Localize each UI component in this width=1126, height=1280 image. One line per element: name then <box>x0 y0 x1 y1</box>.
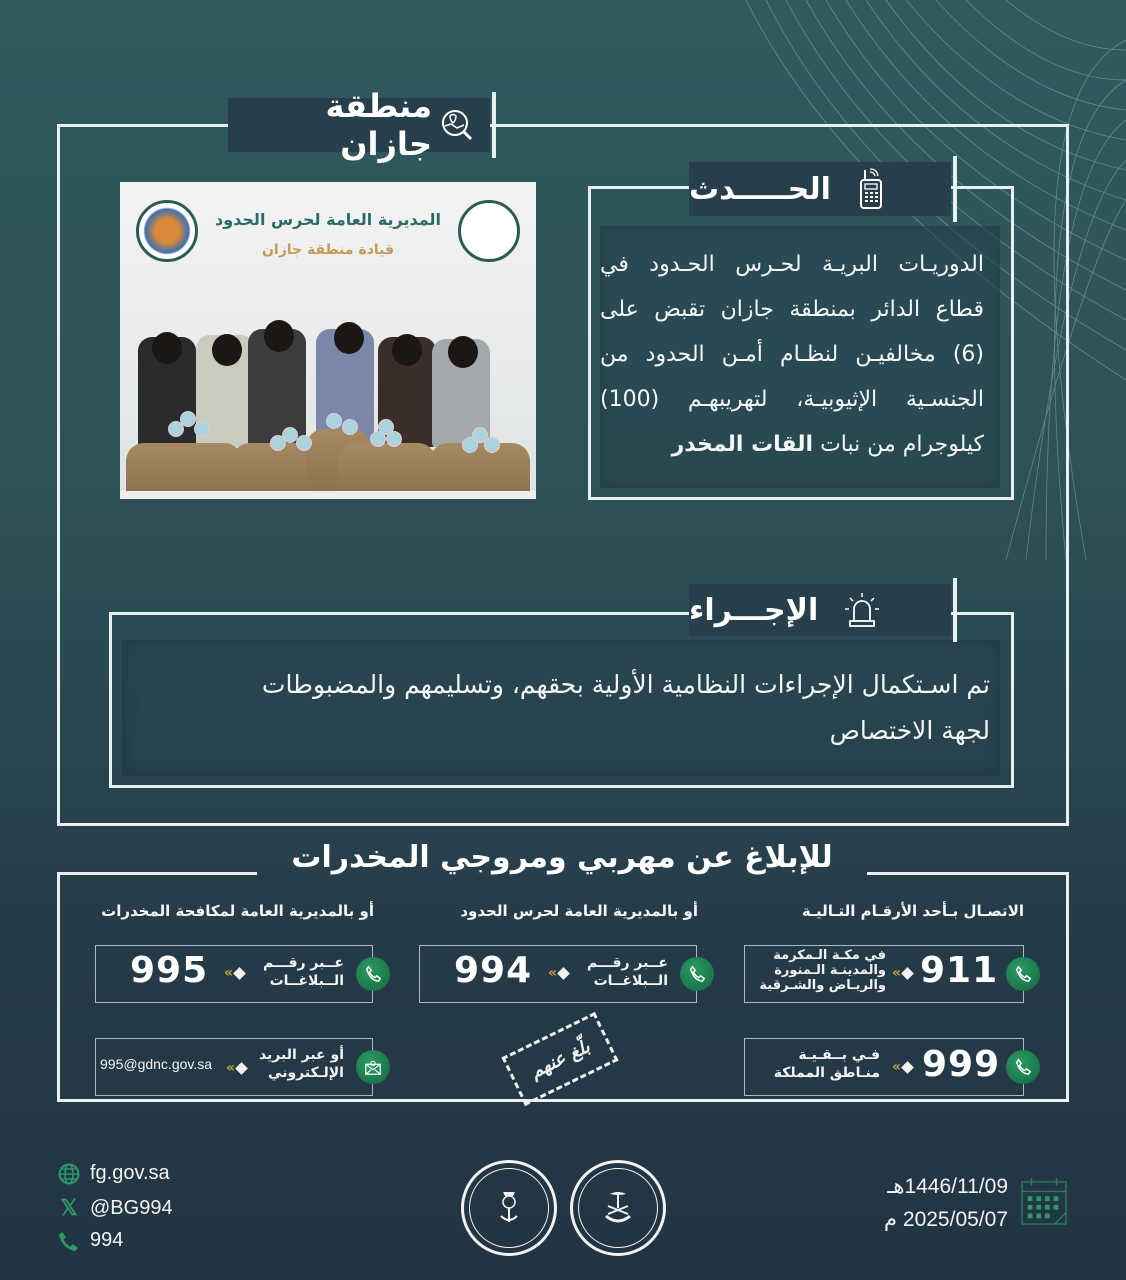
event-line: قطاع الدائر بمنطقة جازان تقبض على <box>600 297 984 322</box>
date-gregorian: 2025/05/07 م <box>884 1208 1008 1231</box>
phone-icon[interactable] <box>1006 957 1040 991</box>
email-address[interactable]: 995@gdnc.gov.sa <box>100 1056 213 1072</box>
phone-text: 994 <box>90 1229 124 1251</box>
website-text: fg.gov.sa <box>90 1162 170 1184</box>
event-line: الجنسـية الإثيوبيـة، لتهريبهـم (100) <box>600 387 984 412</box>
walkie-talkie-icon <box>859 168 883 210</box>
border-guard-seal <box>461 1160 557 1256</box>
phone-icon[interactable] <box>680 957 714 991</box>
tag-bar <box>953 578 957 642</box>
report-title: للإبلاغ عن مهربي ومروجي المخدرات <box>291 840 833 875</box>
hotline-911-label: في مكـة الـمكرمة والمدينـة الـمنورة والريـاض والشـرقية <box>759 948 886 993</box>
col-heading-hotlines: الاتصـال بـأحد الأرقـام التـاليـة <box>801 902 1024 920</box>
phone-icon[interactable] <box>1006 1050 1040 1084</box>
chevron-diamond-icon: « <box>226 1060 246 1076</box>
event-text <box>600 242 984 467</box>
report-frame-top-right <box>867 872 1069 875</box>
hotline-999-label: فـي بــقـيـة منـاطق المملكة <box>773 1047 880 1081</box>
hotline-994-label: عــبر رقـــم الــبلاغــات <box>587 955 668 989</box>
event-highlight: القات المخدر <box>671 432 814 457</box>
action-line: تم اسـتكمال الإجراءات النظامية الأولية بحقهم، وتسليمهم والمضبوطات <box>261 670 990 699</box>
email-label: أو عبر البريد الإلـكتروني <box>258 1047 344 1081</box>
event-line: الدوريـات البريـة لحـرس الحـدود في <box>600 252 984 277</box>
report-frame-top-left <box>57 872 257 875</box>
map-search-icon <box>440 108 474 142</box>
chevron-diamond-icon: « <box>892 965 912 981</box>
col-heading-narcotics: أو بالمديرية العامة لمكافحة المخدرات <box>101 902 374 920</box>
hotline-995-number: 995 <box>130 950 209 991</box>
siren-icon <box>844 591 880 629</box>
col-heading-border-guard: أو بالمديرية العامة لحرس الحدود <box>460 902 698 920</box>
globe-icon <box>58 1163 80 1185</box>
report-them-stamp: بلّغ عنهم <box>501 1012 618 1106</box>
date-hijri: 1446/11/09هـ <box>887 1175 1008 1198</box>
chevron-diamond-icon: « <box>548 965 568 981</box>
photo-banner-line1: المديرية العامة لحرس الحدود <box>215 210 441 229</box>
chevron-diamond-icon: « <box>224 965 244 981</box>
tag-bar <box>953 156 957 222</box>
calendar-icon <box>1020 1176 1068 1228</box>
event-line-last: كيلوجرام من نبات القات المخدر <box>671 432 984 457</box>
footer-website[interactable] <box>58 1162 170 1185</box>
hotline-911-number: 911 <box>920 950 999 991</box>
event-title: الحـــــدث <box>689 171 831 207</box>
event-line: (6) مخالفيـن لنظـام أمـن الحدود من <box>600 342 984 367</box>
hotline-999-number: 999 <box>922 1044 1001 1085</box>
action-line: لجهة الاختصاص <box>829 716 990 745</box>
phone-icon <box>58 1230 80 1252</box>
tag-bar <box>492 92 496 158</box>
hotline-995-label: عــبر رقـــم الــبلاغــات <box>263 955 344 989</box>
action-title: الإجـــراء <box>689 592 819 628</box>
event-title-tag <box>689 162 951 216</box>
ministry-seal <box>570 1160 666 1256</box>
photo-banner-line2: قيادة منطقة جازان <box>261 242 395 258</box>
phone-icon[interactable] <box>356 957 390 991</box>
action-text <box>130 662 990 754</box>
action-title-tag <box>689 584 951 636</box>
region-title: منطقة جازان <box>325 87 432 163</box>
footer-phone[interactable] <box>58 1229 123 1252</box>
region-title-tag <box>228 87 490 163</box>
seizure-photo <box>120 182 536 499</box>
email-icon[interactable] <box>356 1050 390 1084</box>
chevron-diamond-icon: « <box>892 1059 912 1075</box>
footer-x-handle[interactable] <box>58 1195 173 1221</box>
hotline-994-number: 994 <box>454 950 533 991</box>
x-logo-icon: 𝕏 <box>60 1195 78 1220</box>
x-handle-text: @BG994 <box>90 1196 173 1219</box>
